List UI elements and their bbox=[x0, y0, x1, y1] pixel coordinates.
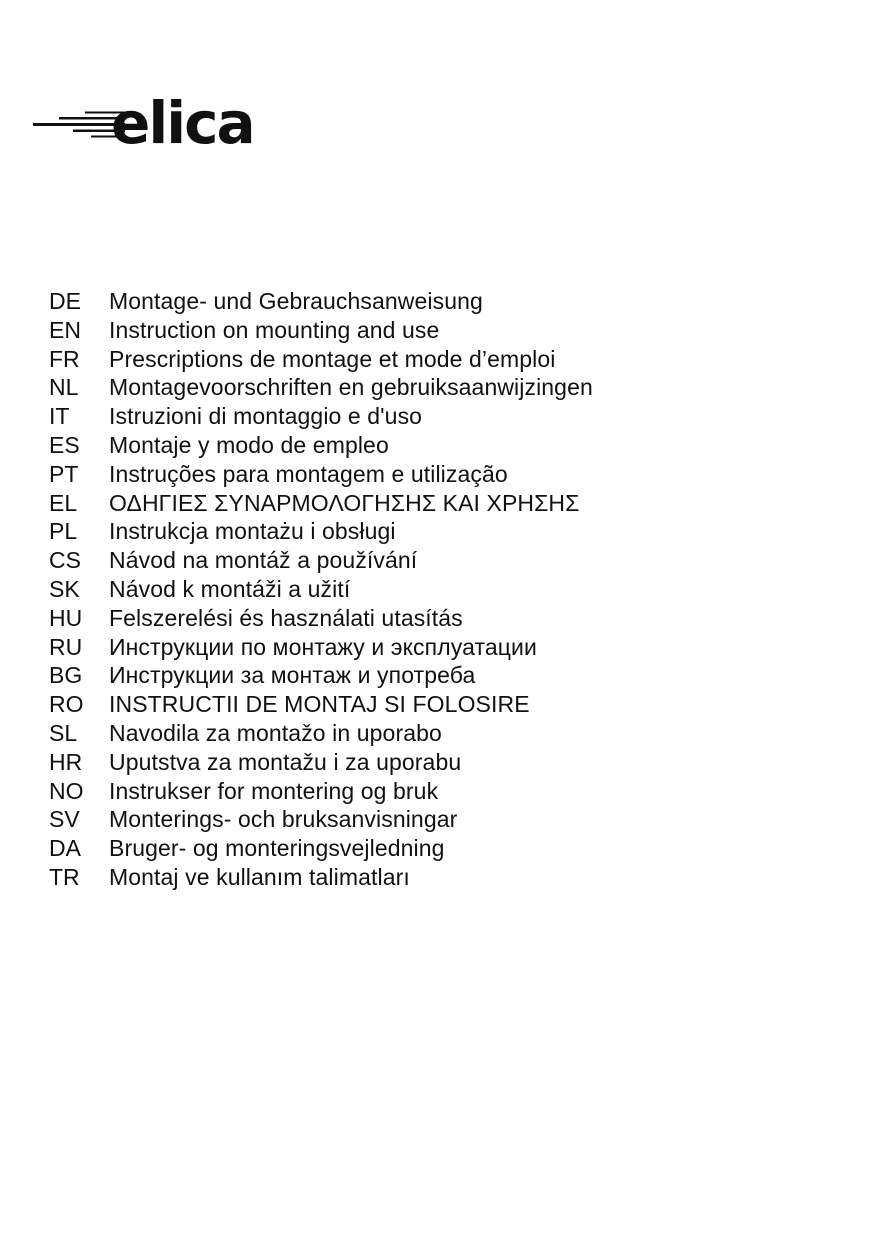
language-title: Instruções para montagem e utilização bbox=[109, 460, 508, 487]
language-row-sk bbox=[49, 575, 593, 604]
language-row-ro bbox=[49, 690, 593, 719]
language-title: Montaje y modo de empleo bbox=[109, 431, 389, 458]
language-title: Instrukser for montering og bruk bbox=[109, 777, 439, 804]
language-code: SK bbox=[49, 575, 80, 602]
language-row-it bbox=[49, 402, 593, 431]
language-title: Monterings- och bruksanvisningar bbox=[109, 806, 458, 833]
language-code: DA bbox=[49, 835, 81, 862]
language-row-pt bbox=[49, 460, 593, 489]
language-title: Instrukcja montażu i obsługi bbox=[109, 518, 396, 545]
language-code: ES bbox=[49, 431, 80, 458]
language-row-el bbox=[49, 489, 593, 518]
language-code: RU bbox=[49, 633, 83, 660]
language-code: CS bbox=[49, 547, 81, 574]
language-row-bg bbox=[49, 661, 593, 690]
language-title: ΟΔΗΓΙΕΣ ΣΥΝΑΡΜΟΛΟΓΗΣΗΣ ΚΑΙ ΧΡΗΣΗΣ bbox=[109, 489, 580, 516]
language-code: FR bbox=[49, 345, 80, 372]
language-code: EN bbox=[49, 316, 81, 343]
language-code: RO bbox=[49, 691, 84, 718]
language-row-pl bbox=[49, 517, 593, 546]
language-row-es bbox=[49, 431, 593, 460]
language-row-sl bbox=[49, 719, 593, 748]
elica-logo bbox=[33, 98, 295, 150]
language-title: Montaj ve kullanım talimatları bbox=[109, 863, 410, 890]
language-row-de bbox=[49, 287, 593, 316]
language-title: Instruction on mounting and use bbox=[109, 316, 440, 343]
language-code: SV bbox=[49, 806, 80, 833]
language-code: NL bbox=[49, 374, 79, 401]
language-code: EL bbox=[49, 489, 78, 516]
language-code: HU bbox=[49, 604, 83, 631]
language-code: NO bbox=[49, 777, 84, 804]
language-title: INSTRUCTII DE MONTAJ SI FOLOSIRE bbox=[109, 691, 530, 718]
language-title: Инструкции по монтажу и эксплуатации bbox=[109, 633, 537, 660]
language-row-ru bbox=[49, 633, 593, 662]
language-code: DE bbox=[49, 288, 81, 314]
language-row-en bbox=[49, 316, 593, 345]
language-code: SL bbox=[49, 719, 78, 746]
language-title: Istruzioni di montaggio e d'uso bbox=[109, 403, 423, 430]
language-title: Uputstva za montažu i za uporabu bbox=[109, 748, 462, 775]
language-title: Bruger- og monteringsvejledning bbox=[109, 835, 445, 862]
language-code: BG bbox=[49, 662, 83, 689]
language-title: Návod na montáž a používání bbox=[109, 547, 418, 574]
language-code: PT bbox=[49, 460, 79, 487]
language-row-no bbox=[49, 777, 593, 806]
language-row-da bbox=[49, 834, 593, 863]
language-row-hu bbox=[49, 604, 593, 633]
elica-wordmark: elica bbox=[111, 98, 254, 150]
language-row-cs bbox=[49, 546, 593, 575]
language-list bbox=[49, 287, 593, 892]
language-code: HR bbox=[49, 748, 83, 775]
language-row-tr bbox=[49, 863, 593, 892]
language-row-hr bbox=[49, 748, 593, 777]
language-title: Felszerelési és használati utasítás bbox=[109, 604, 463, 631]
language-title: Montage- und Gebrauchsanweisung bbox=[109, 288, 483, 314]
language-code: PL bbox=[49, 518, 78, 545]
language-title: Navodila za montažo in uporabo bbox=[109, 719, 442, 746]
language-title: Montagevoorschriften en gebruiksaanwijzingen bbox=[109, 374, 593, 401]
language-title: Prescriptions de montage et mode d’emploi bbox=[109, 345, 556, 372]
language-row-fr bbox=[49, 345, 593, 374]
language-code: IT bbox=[49, 403, 70, 430]
language-title: Návod k montáži a užití bbox=[109, 575, 351, 602]
language-title: Инструкции за монтаж и употреба bbox=[109, 662, 476, 689]
elica-logo-graphic bbox=[33, 98, 295, 150]
language-row-sv bbox=[49, 805, 593, 834]
language-row-nl bbox=[49, 373, 593, 402]
language-code: TR bbox=[49, 863, 80, 890]
